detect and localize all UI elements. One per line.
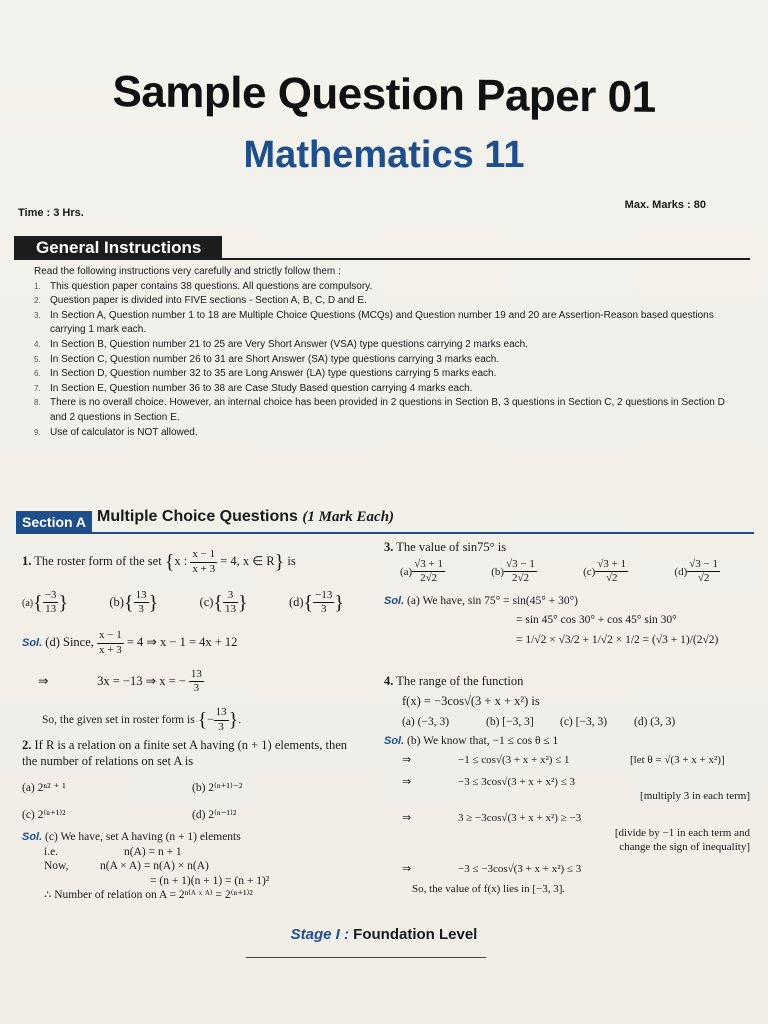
implies-arrow: ⇒: [38, 673, 49, 688]
fraction: $\frac{√3 + 1}{2√2}$: [414, 557, 443, 585]
solution-line: [22, 859, 362, 873]
option-label: (d): [288, 594, 304, 609]
question-1: [22, 540, 362, 735]
option-label: (c): [583, 565, 596, 578]
question-number: 4.: [384, 674, 394, 688]
options: [22, 808, 362, 822]
question-number: 1.: [22, 554, 32, 569]
solution-note: [multiply 3 in each term]: [640, 789, 750, 802]
brace-open: {: [164, 550, 175, 573]
instruction-item: 6. In Section D, Question number 32 to 35 are Long Answer (LA) type questions carrying 5 marks each.: [34, 368, 497, 380]
option-label: (a): [400, 565, 413, 578]
option-a[interactable]: (a) (−3, 3): [402, 716, 450, 729]
solution-text: n(A × A) = n(A) × n(A): [100, 860, 209, 873]
solution-line: = 1/√2 × √3/2 + 1/√2 × 1/2 = (√3 + 1)/(2√2): [516, 634, 719, 647]
solution-note: [divide by −1 in each term and: [614, 827, 750, 840]
question-stem: The range of the function: [396, 674, 524, 688]
instructions-rule: [14, 258, 750, 260]
section-title: [97, 508, 394, 526]
instruction-item: 5. In Section C, Question number 26 to 31 are Short Answer (SA) type questions carrying 3 marks each.: [34, 353, 500, 365]
question-3: [384, 540, 754, 648]
solution-label: Sol.: [22, 831, 43, 843]
solution-text: −3 ≤ 3cos√(3 + x + x²) ≤ 3: [458, 776, 576, 789]
solution-note: [let θ = √(3 + x + x²)]: [630, 754, 725, 767]
solution-text: Now,: [44, 860, 69, 873]
footer-rule: [246, 957, 486, 958]
paper-title: Sample Question Paper 01: [112, 67, 656, 122]
solution-text: −3 ≤ −3cos√(3 + x + x²) ≤ 3: [458, 862, 582, 875]
brace: {: [123, 591, 134, 614]
option-a[interactable]: [400, 558, 445, 587]
solution-line: = (n + 1)(n + 1) = (n + 1)²: [150, 874, 270, 887]
options: [384, 558, 720, 587]
fraction: $\frac{x - 1}{x + 3}$: [192, 548, 216, 575]
solution-text: (b) We know that, −1 ≤ cos θ ≤ 1: [407, 734, 559, 747]
fraction: $\frac{-13}{3}$: [315, 588, 333, 616]
solution-line: [22, 845, 362, 859]
solution-text: 3x = −13 ⇒ x = −: [97, 673, 186, 688]
set-builder-cond: = 4, x ∈ R: [220, 554, 275, 569]
option-d[interactable]: (d) 2⁽ⁿ⁻¹⁾²: [192, 808, 237, 821]
option-b[interactable]: (b) 2⁽ⁿ⁺¹⁾⁻²: [192, 782, 243, 795]
option-a[interactable]: (a) 2ⁿ² ⁺ ¹: [22, 782, 66, 795]
question-stem: The value of sin75° is: [396, 540, 507, 554]
solution-line: [384, 812, 754, 826]
instructions-intro: Read the following instructions very carefully and strictly follow them :: [34, 266, 341, 277]
fraction: $\frac{13}{3}$: [190, 667, 202, 695]
option-b[interactable]: [109, 589, 158, 618]
option-b[interactable]: (b) [−3, 3]: [486, 716, 534, 729]
instruction-item: 9. Use of calculator is NOT allowed.: [34, 426, 198, 438]
stage-footer: [0, 926, 768, 943]
max-marks-label: Max. Marks : 80: [624, 199, 706, 211]
options: [384, 715, 754, 729]
solution-line: So, the value of f(x) lies in [−3, 3].: [412, 882, 566, 895]
stage-level: Foundation Level: [353, 926, 478, 943]
function-definition: f(x) = −3cos√(3 + x + x²) is: [402, 693, 540, 708]
instruction-item: 8. There is no overall choice. However, an internal choice has been provided in 2 questions in Section B, 3 questions in Section C, 2 questions in Section D and 2 questions in Section E.: [34, 397, 725, 423]
solution-note: change the sign of inequality]: [619, 841, 750, 854]
solution-line: [384, 594, 754, 609]
solution-line: [22, 668, 362, 697]
instruction-item: 3. In Section A, Question number 1 to 18 are Multiple Choice Questions (MCQs) and Question number 19 and 20 are Assertion-Reason based questions carrying 1 mark each.: [34, 309, 714, 336]
solution-line: [384, 776, 754, 790]
instruction-item: 2. Question paper is divided into FIVE sections - Section A, B, C, D and E.: [34, 295, 367, 307]
question-2: [22, 738, 362, 902]
instruction-item: 4. In Section B, Question number 21 to 25 are Very Short Answer (VSA) type questions carrying 2 marks each.: [34, 338, 529, 350]
implies-arrow: ⇒: [402, 862, 412, 875]
solution-line: So, the given set in roster form is {− $\frac{13}{3}$ }.: [42, 706, 242, 733]
solution-text: n(A) = n + 1: [124, 845, 182, 858]
brace: }: [228, 708, 239, 731]
brace: }: [334, 591, 344, 614]
implies-arrow: ⇒: [402, 811, 412, 824]
option-c[interactable]: [583, 558, 628, 587]
option-b[interactable]: [491, 558, 537, 587]
instruction-item: 1. This question paper contains 38 questions. All questions are compulsory.: [34, 280, 373, 292]
solution-text: (c) We have, set A having (n + 1) elements: [45, 831, 241, 843]
solution-line: ∴ Number of relation on A = 2ⁿ⁽ᴬ ˣ ᴬ⁾ = 2⁽ⁿ⁺¹⁾²: [44, 888, 253, 901]
question-number: 3.: [384, 540, 394, 554]
brace: }: [238, 591, 248, 614]
options: [22, 781, 362, 795]
question-stem-end: is: [287, 554, 296, 569]
fraction: $\frac{-3}{13}$: [44, 588, 57, 616]
fraction: $\frac{13}{3}$: [135, 588, 147, 616]
solution-line: [384, 734, 754, 749]
brace: {: [197, 708, 208, 731]
brace: {: [303, 591, 314, 614]
option-label: (c): [199, 594, 214, 609]
section-rule: [16, 532, 754, 534]
option-c[interactable]: (c) [−3, 3): [560, 716, 608, 729]
solution-label: Sol.: [384, 734, 405, 747]
solution-text: −1 ≤ cos√(3 + x + x²) ≤ 1: [458, 754, 570, 767]
option-d[interactable]: [289, 589, 344, 618]
question-4: [384, 674, 754, 896]
implies-arrow: ⇒: [402, 754, 412, 767]
set-builder-var: x :: [174, 554, 188, 569]
fraction: $\frac{√3 + 1}{√2}$: [597, 557, 627, 585]
option-label: (b): [109, 594, 124, 609]
section-subtitle: (1 Mark Each): [302, 509, 395, 525]
solution-line: [22, 629, 362, 658]
solution-text: 3 ≥ −3cos√(3 + x + x²) ≥ −3: [458, 811, 582, 824]
option-label: (d): [674, 565, 688, 578]
solution-text: So, the given set in roster form is: [42, 713, 195, 726]
brace: }: [58, 591, 69, 614]
option-label: (b): [491, 565, 505, 578]
brace: }: [148, 591, 159, 614]
fraction: $\frac{13}{3}$: [215, 706, 227, 733]
fraction: $\frac{3}{13}$: [225, 588, 237, 616]
solution-text: (a) We have, sin 75° = sin(45° + 30°): [407, 595, 578, 608]
fraction: $\frac{√3 - 1}{√2}$: [689, 557, 718, 585]
solution-line: [22, 830, 362, 845]
option-c[interactable]: (c) 2⁽ⁿ⁺¹⁾²: [22, 808, 66, 821]
options: [22, 589, 344, 618]
option-c[interactable]: [200, 589, 248, 618]
brace: {: [33, 591, 43, 614]
question-stem: The roster form of the set: [34, 554, 162, 569]
subject-title: Mathematics 11: [243, 134, 525, 176]
section-title-text: Multiple Choice Questions: [97, 508, 298, 525]
fraction: $\frac{√3 - 1}{2√2}$: [506, 557, 535, 585]
option-d[interactable]: (d) (3, 3): [634, 716, 676, 729]
solution-text: i.e.: [44, 845, 59, 858]
instructions-heading: General Instructions: [14, 236, 222, 260]
brace: {: [213, 591, 224, 614]
solution-label: Sol.: [384, 595, 405, 608]
fraction: $\frac{x - 1}{x + 3}$: [99, 629, 122, 656]
solution-label: Sol.: [22, 637, 43, 650]
option-label: (a): [22, 597, 34, 609]
solution-text: = 4 ⇒ x − 1 = 4x + 12: [126, 635, 238, 650]
question-number: 2.: [22, 738, 32, 752]
solution-line: [384, 754, 754, 768]
solution-line: = sin 45° cos 30° + cos 45° sin 30°: [516, 613, 677, 626]
stage-label: Stage I :: [290, 926, 349, 943]
section-badge: Section A: [16, 511, 92, 533]
instruction-item: 7. In Section E, Question number 36 to 38 are Case Study Based question carrying 4 marks each.: [34, 382, 473, 394]
solution-line: [384, 863, 754, 877]
option-d[interactable]: [674, 558, 720, 587]
instructions-list: [34, 265, 734, 440]
option-a[interactable]: [22, 589, 68, 618]
time-label: Time : 3 Hrs.: [18, 207, 84, 219]
question-stem: If R is a relation on a finite set A having (n + 1) elements, then the number of relations on set A is: [22, 738, 348, 768]
brace-close: }: [274, 550, 285, 573]
implies-arrow: ⇒: [402, 776, 412, 789]
solution-text: (d) Since,: [45, 635, 94, 650]
